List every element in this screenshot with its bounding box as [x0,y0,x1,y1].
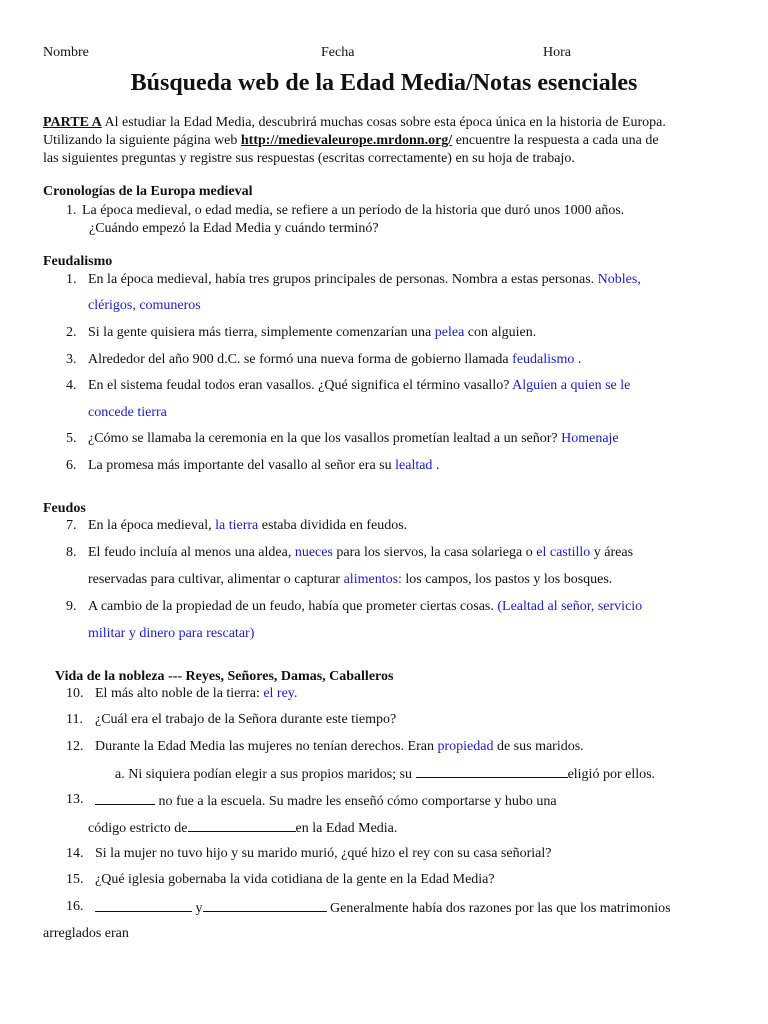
answer-text: alimentos: [343,572,402,587]
question-number: 1. [66,272,77,287]
answer-text: Nobles, [597,272,641,287]
question-body: En la época medieval, había tres grupos principales de personas. Nombra a estas personas. [88,272,595,287]
answer-text: pelea [434,325,465,340]
answer-text: propiedad [437,739,494,754]
question-body: Durante la Edad Media las mujeres no tenían derechos. Eran [95,739,434,754]
question-body: en la Edad Media. [295,821,398,836]
question-body: En el sistema feudal todos eran vasallos. ¿Qué significa el término vasallo? [88,378,510,393]
sub-question-text [115,765,655,783]
answer-text: Homenaje [561,431,619,446]
answer-text: Alguien a quien se le [512,378,631,393]
question-body: La promesa más importante del vasallo al señor era su [88,458,392,473]
answer-text: nueces [294,545,333,560]
question-body: Generalmente había dos razones por las que los matrimonios [330,901,671,916]
question-number: 14. [66,846,84,861]
answer-text: concede tierra [88,405,167,420]
question-body: y áreas [593,545,634,560]
question-number: 5. [66,431,77,446]
answer-text: militar y dinero para rescatar) [88,626,255,641]
question-number: 2. [66,325,77,340]
question-body: con alguien. [467,325,537,340]
time-label: Hora [543,45,571,60]
question-text: ¿Cuándo empezó la Edad Media y cuándo terminó? [89,221,379,236]
question-text: ¿Cuál era el trabajo de la Señora durante este tiempo? [95,712,397,727]
question-text [95,792,557,810]
question-text [88,545,633,561]
question-text [88,272,641,288]
question-body: El más alto noble de la tierra: [95,686,260,701]
answer-text: el castillo [536,545,591,560]
section-heading-feudalism: Feudalismo [43,254,113,269]
intro-text-2b: encuentre la respuesta a cada una de [455,133,659,148]
question-text [88,458,439,474]
intro-line-2 [43,133,659,149]
question-number: 11. [66,712,83,727]
question-text: La época medieval, o edad media, se refiere a un período de la historia que duró unos 1000 años. [82,203,625,218]
answer-text: la tierra [215,518,259,533]
question-number: 3. [66,352,77,367]
question-number: 8. [66,545,77,560]
section-heading-chronology: Cronologías de la Europa medieval [43,184,253,199]
date-label: Fecha [321,45,355,60]
answer-blank[interactable] [95,899,192,912]
website-link[interactable]: http://medievaleurope.mrdonn.org/ [240,133,453,148]
question-body: reservadas para cultivar, alimentar o capturar [88,572,341,587]
question-text [95,739,584,755]
question-number: 7. [66,518,77,533]
question-body: . [577,352,582,367]
question-text [88,819,397,837]
question-number: 12. [66,739,84,754]
answer-blank[interactable] [203,899,327,912]
question-number: 10. [66,686,84,701]
question-body: no fue a la escuela. Su madre les enseñó cómo comportarse y hubo una [158,794,557,809]
question-text: arreglados eran [43,926,129,941]
question-text [88,518,407,534]
question-body: de sus maridos. [496,739,584,754]
question-number: 16. [66,899,84,914]
answer-text: feudalismo [512,352,575,367]
question-body: y [195,901,203,916]
question-body: los campos, los pastos y los bosques. [405,572,613,587]
question-text: ¿Qué iglesia gobernaba la vida cotidiana de la gente en la Edad Media? [95,872,495,887]
question-text [88,572,612,588]
answer-blank[interactable] [416,765,568,778]
section-heading-nobility: Vida de la nobleza --- Reyes, Señores, Damas, Caballeros [55,669,394,684]
question-text [95,899,671,917]
question-body: a. Ni siquiera podían elegir a sus propios maridos; su [115,767,413,782]
section-heading-fiefs: Feudos [43,501,86,516]
question-number: 15. [66,872,84,887]
question-body: código estricto de [88,821,188,836]
question-number: 1. [66,203,77,218]
question-body: En la época medieval, [88,518,212,533]
question-body: Alrededor del año 900 d.C. se formó una nueva forma de gobierno llamada [88,352,509,367]
name-label: Nombre [43,45,89,60]
question-body: Si la gente quisiera más tierra, simplemente comenzarían una [88,325,432,340]
question-text [88,431,619,447]
question-text [88,325,536,341]
question-number: 4. [66,378,77,393]
intro-text-1: Al estudiar la Edad Media, descubrirá muchas cosas sobre esta época única en la historia de Europa. [104,115,666,130]
question-text [88,352,581,368]
question-number: 6. [66,458,77,473]
intro-line-3: las siguientes preguntas y registre sus respuestas (escritas correctamente) en su hoja de trabajo. [43,151,575,166]
answer-text: (Lealtad al señor, servicio [497,599,643,614]
answer-blank[interactable] [95,792,155,805]
question-body: El feudo incluía al menos una aldea, [88,545,292,560]
intro-line-1 [43,115,666,131]
part-label: PARTE A [43,115,102,130]
question-text: Si la mujer no tuvo hijo y su marido murió, ¿qué hizo el rey con su casa señorial? [95,846,552,861]
question-body: ¿Cómo se llamaba la ceremonia en la que los vasallos prometían lealtad a un señor? [88,431,558,446]
question-body: A cambio de la propiedad de un feudo, había que prometer ciertas cosas. [88,599,494,614]
question-text [95,686,297,702]
question-body: estaba dividida en feudos. [261,518,408,533]
answer-text: el rey. [263,686,298,701]
question-text [88,378,630,394]
question-body: eligió por ellos. [567,767,656,782]
page-title: Búsqueda web de la Edad Media/Notas esenciales [130,70,638,96]
question-number: 13. [66,792,84,807]
answer-blank[interactable] [188,819,296,832]
question-body: . [435,458,440,473]
question-text [88,599,642,615]
answer-text: lealtad [395,458,433,473]
intro-text-2: Utilizando la siguiente página web [43,133,238,148]
question-number: 9. [66,599,77,614]
answer-text: clérigos, comuneros [88,298,201,313]
question-body: para los siervos, la casa solariega o [336,545,533,560]
